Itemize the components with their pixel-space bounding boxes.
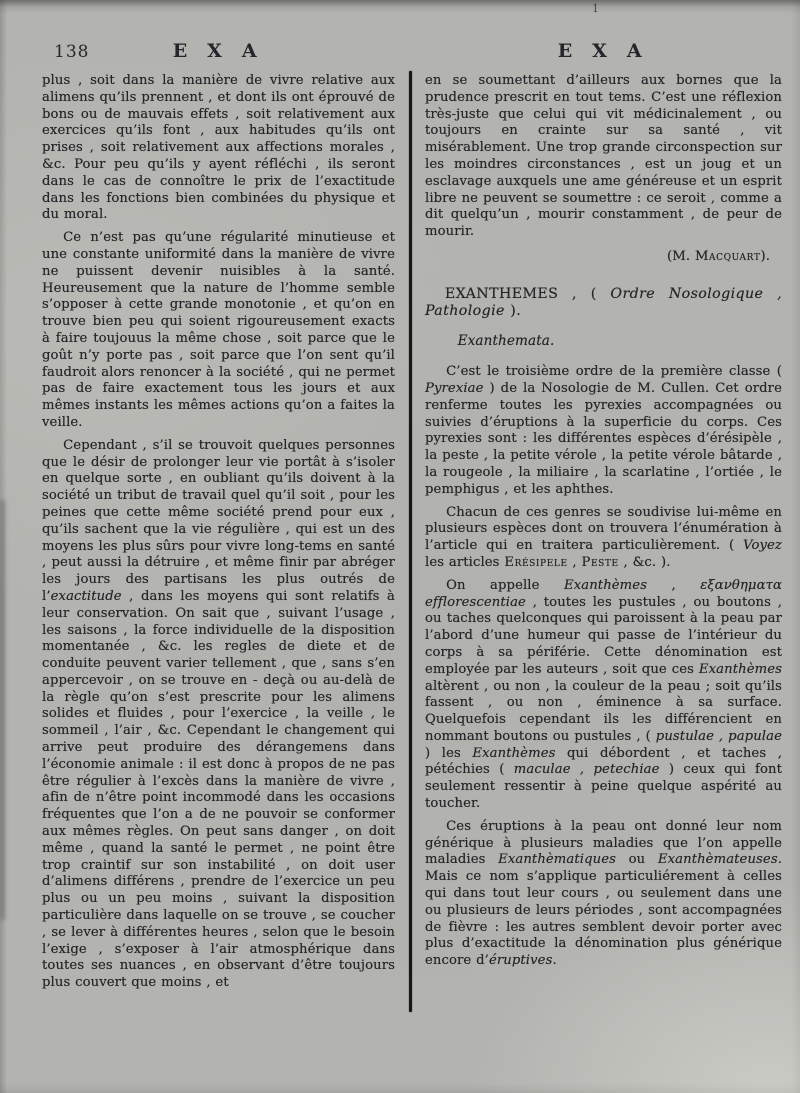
right-column — [425, 73, 782, 976]
entry-heading — [425, 286, 782, 320]
running-title-right: E X A — [557, 40, 649, 62]
paragraph — [42, 73, 395, 224]
left-column — [42, 73, 395, 998]
text-run: . Mais ce nom s’applique particuliérement à celles qui dans tout leur cours , ou seulement dans une ou plusieurs de leurs périodes , sont accompagnées de fièvre : les autres semblent devoir porter avec plus d’exactitude la dénomination plus générique encore d’ — [425, 852, 782, 969]
text-run: , — [647, 577, 701, 593]
text-run: ) de la Nosologie de M. Cullen. Cet ordre renferme toutes les pyrexies accompagnées ou suivies d’éruptions à la superficie du corps. Ces pyrexies sont : les différentes espèces d’érésipèle , la peste , la petite vérole , la petite vérole bâtarde , la rougeole , la miliaire , la scarlatine , l’ortiée , le pemphigus , et les aphthes. — [425, 380, 782, 497]
text-run: , dans les moyens qui sont relatifs à leur conservation. On sait que , suivant l’usage , les saisons , la force individuelle de la disposition momentanée , &c. les regles de diete et de conduite peuvent varier tellement , que , sans s’en appercevoir , on se trouve en - deçà ou au-delà de la règle qu’on s’est prescrite pour les alimens solides et fluides , pour l’exercice , la veille , le sommeil , l’air , &c. Cependant le changement qui arrive peut produire des dérangemens dans l’économie animale : il est donc à propos de ne pas être régulier à l’excès dans la manière de vivre , afin de n’être point incommodé dans les occasions fréquentes que l’on a de ne pouvoir se conformer aux mêmes règles. On peut sans danger , on doit même , quand la santé le permet , ne point être trop craintif sur son instabilité , on doit user d’alimens différens , prendre de l’exercice un peu plus ou un peu moins , suivant la disposition particulière dans laquelle on se trouve , se coucher , se lever à différentes heures , selon que le besoin l’exige , s’exposer à l’air atmosphérique dans toutes ses nuances , en observant d’être toujours plus couvert que moins , et — [42, 588, 395, 991]
text-run: , toutes les pustules , ou boutons , ou taches quelconques qui paroissent à la peau par l’abord d’une humeur qui passe de l’intérieur du corps à sa périférie. Cette dénomination est employée par les auteurs , soit que ces — [425, 594, 782, 677]
text-run: éruptives — [488, 953, 553, 969]
text-run: Exanthèmatiques — [498, 852, 617, 868]
text-run: pustulae , papulae — [655, 728, 782, 744]
paragraph — [42, 438, 395, 992]
text-run: Exanthemata. — [457, 333, 555, 350]
text-run: Ces éruptions à la peau ont donné leur nom générique à plusieurs maladies que l’on appelle maladies — [425, 818, 782, 868]
paragraph — [425, 819, 782, 970]
subheading — [425, 333, 782, 350]
text-run: ) les — [425, 745, 473, 761]
text-run: Erésipele — [504, 554, 568, 570]
text-run: ). — [760, 248, 770, 264]
text-run: Chacun de ces genres se soudivise lui-même en plusieurs espèces dont on trouvera l’énumération à l’article qui en traitera particulièrement. ( — [425, 504, 782, 554]
signature — [425, 249, 782, 266]
text-run: en se soumettant d’ailleurs aux bornes que la prudence prescrit en tout tems. C’est une réflexion très-juste que celui qui vit médicinalement , ou toujours en crainte sur sa santé , vit misérablement. Une trop grande circonspection sur les moindres circonstances , est un joug et un esclavage auxquels une ame généreuse et un esprit libre ne peuvent se soumettre : ce seroit , comme a dit quelqu’un , mourir constamment , de peur de mourir. — [425, 73, 782, 240]
text-run: . — [552, 953, 557, 969]
paragraph — [42, 230, 395, 432]
text-run: plus , soit dans la manière de vivre relative aux alimens qu’ils prennent , et dont ils ont éprouvé de bons ou de mauvais effets , soit relativement aux exercices qu’ils font , aux habitudes qu’ils ont prises , soit relativement aux affections morales , &c. Pour peu qu’ils y ayent réfléchi , ils seront dans le cas de connoître le prix de l’exactitude dans les fonctions bien combinées du physique et du moral. — [42, 73, 395, 223]
text-run: qui débordent , et taches , pétéchies ( — [425, 745, 782, 778]
page-number: 138 — [54, 42, 90, 62]
text-run: ou — [616, 852, 658, 868]
column-divider — [409, 71, 412, 1012]
scan-smudge — [0, 500, 5, 920]
text-run: Peste — [581, 554, 619, 570]
text-run: exactitude — [50, 588, 122, 604]
text-run: Exanthèmes — [563, 577, 648, 593]
text-run: Exanthèmes — [698, 661, 782, 677]
text-run: Pyrexiae — [425, 380, 484, 396]
text-run: , — [567, 554, 582, 570]
text-run: Cependant , s’il se trouvoit quelques personnes que le désir de prolonger leur vie portât à s’isoler en quelque sorte , en oubliant qu’ils doivent à la société un tribut de travail quel qu’il soit , pour les peines que cette même société prend pour eux , qu’ils sachent que la vie régulière , qui est un des moyens les plus sûrs pour vivre long-tems en santé , peut aussi la détruire , et même finir par abréger les jours des partisans les plus outrés de l’ — [42, 437, 395, 604]
text-run: les articles — [425, 554, 505, 570]
text-run: Exanthèmes — [472, 745, 556, 761]
text-run: , &c. ). — [618, 554, 671, 570]
paragraph — [425, 578, 782, 813]
text-run: ). — [504, 302, 522, 319]
text-run: Macquart — [694, 248, 761, 264]
text-run: altèrent , ou non , la couleur de la peau ; soit qu’ils fassent , ou non , éminence à sa surface. Quelquefois cependant ils les différencient en nommant boutons ou pustules , ( — [425, 678, 782, 744]
text-run: ) ceux qui font seulement ressentir à peine quelque aspérité au toucher. — [425, 762, 782, 812]
paragraph — [425, 73, 782, 241]
text-run: Voyez — [743, 538, 782, 554]
running-title-left: E X A — [172, 40, 264, 62]
paragraph — [425, 364, 782, 498]
text-run: C’est le troisième ordre de la première classe ( — [446, 364, 782, 380]
text-run: maculae , petechiae — [513, 762, 660, 778]
text-run: EXANTHEMES , ( — [444, 285, 611, 302]
text-run: (M. — [667, 248, 695, 264]
text-run: Ce n’est pas qu’une régularité minutieuse et une constante uniformité dans la manière de vivre ne puissent devenir nuisibles à la santé. Heureusement que la nature de l’homme semble s’opposer à cette grande monotonie , et qu’on en trouve bien peu qui soient rigoureusement exacts à faire toujouus la même chose , soit parce que le goût n’y porte pas , soit parce que l’on sent qu’il faudroit alors renoncer à la société , qui ne permet pas de faire exactement tous les jours et aux mêmes instants les mêmes actions qu’on a faites la veille. — [42, 230, 395, 430]
scan-artifact: 1 — [592, 2, 599, 15]
text-run: εξανθηματα efflorescentiae — [425, 577, 782, 610]
text-run: On appelle — [446, 577, 564, 593]
paragraph — [425, 505, 782, 572]
text-run: Ordre Nosologique , Pathologie — [425, 285, 782, 319]
text-run: Exanthèmateuses — [657, 852, 778, 868]
